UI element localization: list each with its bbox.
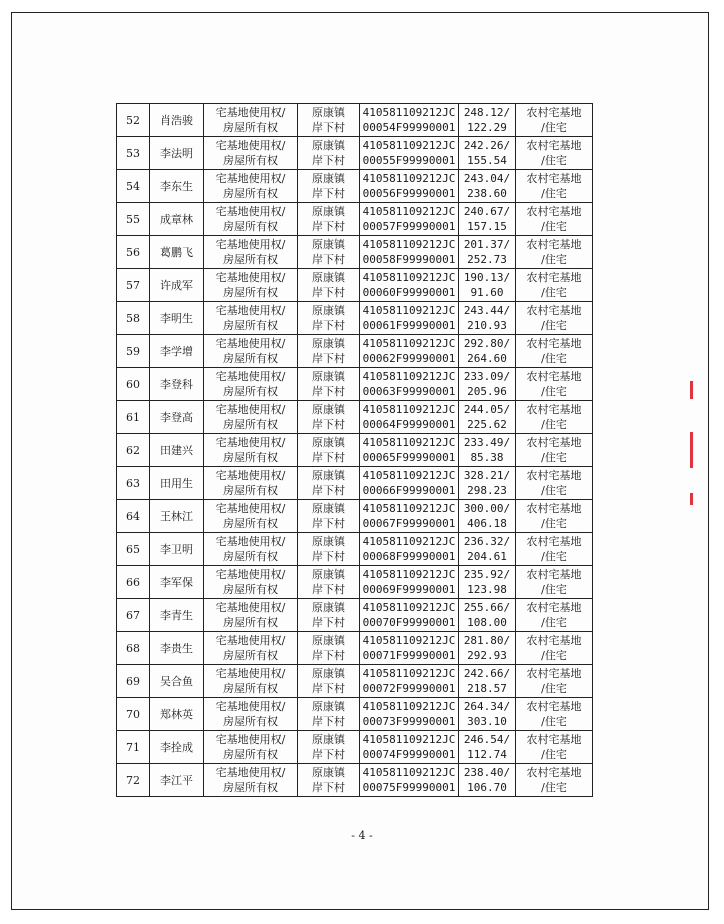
table-row [117, 599, 593, 632]
cell-area: 292.80/ 264.60 [459, 335, 516, 368]
cell-usage: 农村宅基地 /住宅 [516, 467, 593, 500]
cell-area: 233.49/ 85.38 [459, 434, 516, 467]
cell-number: 71 [117, 731, 150, 764]
cell-right-type: 宅基地使用权/ 房屋所有权 [204, 533, 298, 566]
table-body [117, 104, 593, 797]
cell-area: 255.66/ 108.00 [459, 599, 516, 632]
cell-unit-code: 410581109212JC 00064F99990001 [360, 401, 459, 434]
table-row [117, 566, 593, 599]
cell-right-type: 宅基地使用权/ 房屋所有权 [204, 302, 298, 335]
cell-right-type: 宅基地使用权/ 房屋所有权 [204, 500, 298, 533]
cell-right-type: 宅基地使用权/ 房屋所有权 [204, 335, 298, 368]
cell-unit-code: 410581109212JC 00054F99990001 [360, 104, 459, 137]
cell-right-type: 宅基地使用权/ 房屋所有权 [204, 632, 298, 665]
table-row [117, 170, 593, 203]
cell-area: 233.09/ 205.96 [459, 368, 516, 401]
cell-location: 原康镇 岸下村 [298, 335, 360, 368]
cell-location: 原康镇 岸下村 [298, 170, 360, 203]
cell-unit-code: 410581109212JC 00055F99990001 [360, 137, 459, 170]
table-row [117, 401, 593, 434]
table-row [117, 104, 593, 137]
table-row [117, 467, 593, 500]
cell-owner-name: 吴合鱼 [150, 665, 204, 698]
cell-unit-code: 410581109212JC 00065F99990001 [360, 434, 459, 467]
cell-number: 68 [117, 632, 150, 665]
cell-location: 原康镇 岸下村 [298, 764, 360, 797]
cell-number: 60 [117, 368, 150, 401]
cell-area: 264.34/ 303.10 [459, 698, 516, 731]
cell-area: 243.04/ 238.60 [459, 170, 516, 203]
cell-area: 236.32/ 204.61 [459, 533, 516, 566]
cell-location: 原康镇 岸下村 [298, 731, 360, 764]
table-row [117, 533, 593, 566]
cell-area: 201.37/ 252.73 [459, 236, 516, 269]
red-seal-edge-mark [690, 432, 693, 468]
cell-location: 原康镇 岸下村 [298, 104, 360, 137]
cell-number: 52 [117, 104, 150, 137]
cell-unit-code: 410581109212JC 00057F99990001 [360, 203, 459, 236]
cell-owner-name: 许成军 [150, 269, 204, 302]
cell-right-type: 宅基地使用权/ 房屋所有权 [204, 401, 298, 434]
cell-usage: 农村宅基地 /住宅 [516, 236, 593, 269]
cell-location: 原康镇 岸下村 [298, 632, 360, 665]
table-row [117, 137, 593, 170]
cell-number: 61 [117, 401, 150, 434]
cell-right-type: 宅基地使用权/ 房屋所有权 [204, 203, 298, 236]
cell-location: 原康镇 岸下村 [298, 599, 360, 632]
table-row [117, 302, 593, 335]
table-row [117, 731, 593, 764]
cell-usage: 农村宅基地 /住宅 [516, 203, 593, 236]
cell-usage: 农村宅基地 /住宅 [516, 170, 593, 203]
cell-usage: 农村宅基地 /住宅 [516, 599, 593, 632]
cell-location: 原康镇 岸下村 [298, 533, 360, 566]
cell-number: 53 [117, 137, 150, 170]
cell-number: 58 [117, 302, 150, 335]
table-row [117, 698, 593, 731]
cell-location: 原康镇 岸下村 [298, 467, 360, 500]
cell-unit-code: 410581109212JC 00066F99990001 [360, 467, 459, 500]
cell-unit-code: 410581109212JC 00060F99990001 [360, 269, 459, 302]
cell-area: 242.26/ 155.54 [459, 137, 516, 170]
cell-right-type: 宅基地使用权/ 房屋所有权 [204, 104, 298, 137]
cell-number: 66 [117, 566, 150, 599]
cell-unit-code: 410581109212JC 00063F99990001 [360, 368, 459, 401]
cell-usage: 农村宅基地 /住宅 [516, 137, 593, 170]
table-row [117, 500, 593, 533]
cell-location: 原康镇 岸下村 [298, 500, 360, 533]
cell-area: 300.00/ 406.18 [459, 500, 516, 533]
cell-owner-name: 葛鹏飞 [150, 236, 204, 269]
cell-owner-name: 李江平 [150, 764, 204, 797]
cell-unit-code: 410581109212JC 00068F99990001 [360, 533, 459, 566]
cell-location: 原康镇 岸下村 [298, 698, 360, 731]
cell-number: 69 [117, 665, 150, 698]
cell-unit-code: 410581109212JC 00061F99990001 [360, 302, 459, 335]
cell-owner-name: 李学增 [150, 335, 204, 368]
table-row [117, 368, 593, 401]
cell-area: 190.13/ 91.60 [459, 269, 516, 302]
cell-number: 65 [117, 533, 150, 566]
cell-owner-name: 李贵生 [150, 632, 204, 665]
cell-number: 63 [117, 467, 150, 500]
table-row [117, 203, 593, 236]
cell-location: 原康镇 岸下村 [298, 269, 360, 302]
cell-owner-name: 王林江 [150, 500, 204, 533]
cell-location: 原康镇 岸下村 [298, 665, 360, 698]
cell-location: 原康镇 岸下村 [298, 368, 360, 401]
cell-location: 原康镇 岸下村 [298, 236, 360, 269]
cell-right-type: 宅基地使用权/ 房屋所有权 [204, 434, 298, 467]
cell-usage: 农村宅基地 /住宅 [516, 368, 593, 401]
table-row [117, 632, 593, 665]
cell-right-type: 宅基地使用权/ 房屋所有权 [204, 137, 298, 170]
cell-location: 原康镇 岸下村 [298, 302, 360, 335]
cell-unit-code: 410581109212JC 00074F99990001 [360, 731, 459, 764]
registry-table [116, 103, 593, 797]
cell-owner-name: 李法明 [150, 137, 204, 170]
cell-area: 246.54/ 112.74 [459, 731, 516, 764]
cell-usage: 农村宅基地 /住宅 [516, 401, 593, 434]
cell-owner-name: 成章林 [150, 203, 204, 236]
cell-right-type: 宅基地使用权/ 房屋所有权 [204, 368, 298, 401]
table-row [117, 665, 593, 698]
cell-owner-name: 郑林英 [150, 698, 204, 731]
cell-area: 243.44/ 210.93 [459, 302, 516, 335]
cell-area: 248.12/ 122.29 [459, 104, 516, 137]
cell-number: 67 [117, 599, 150, 632]
cell-owner-name: 李登高 [150, 401, 204, 434]
cell-location: 原康镇 岸下村 [298, 203, 360, 236]
cell-area: 281.80/ 292.93 [459, 632, 516, 665]
table-row [117, 269, 593, 302]
cell-right-type: 宅基地使用权/ 房屋所有权 [204, 467, 298, 500]
cell-owner-name: 李明生 [150, 302, 204, 335]
cell-usage: 农村宅基地 /住宅 [516, 104, 593, 137]
cell-number: 59 [117, 335, 150, 368]
cell-number: 55 [117, 203, 150, 236]
cell-right-type: 宅基地使用权/ 房屋所有权 [204, 566, 298, 599]
cell-area: 235.92/ 123.98 [459, 566, 516, 599]
cell-unit-code: 410581109212JC 00073F99990001 [360, 698, 459, 731]
cell-right-type: 宅基地使用权/ 房屋所有权 [204, 236, 298, 269]
cell-unit-code: 410581109212JC 00072F99990001 [360, 665, 459, 698]
cell-right-type: 宅基地使用权/ 房屋所有权 [204, 599, 298, 632]
cell-right-type: 宅基地使用权/ 房屋所有权 [204, 170, 298, 203]
cell-owner-name: 李登科 [150, 368, 204, 401]
cell-usage: 农村宅基地 /住宅 [516, 698, 593, 731]
cell-number: 54 [117, 170, 150, 203]
cell-unit-code: 410581109212JC 00062F99990001 [360, 335, 459, 368]
table-row [117, 434, 593, 467]
cell-usage: 农村宅基地 /住宅 [516, 500, 593, 533]
cell-right-type: 宅基地使用权/ 房屋所有权 [204, 764, 298, 797]
cell-usage: 农村宅基地 /住宅 [516, 269, 593, 302]
cell-unit-code: 410581109212JC 00070F99990001 [360, 599, 459, 632]
cell-right-type: 宅基地使用权/ 房屋所有权 [204, 731, 298, 764]
cell-unit-code: 410581109212JC 00071F99990001 [360, 632, 459, 665]
cell-location: 原康镇 岸下村 [298, 566, 360, 599]
cell-unit-code: 410581109212JC 00069F99990001 [360, 566, 459, 599]
table-row [117, 236, 593, 269]
cell-owner-name: 田用生 [150, 467, 204, 500]
cell-owner-name: 李拴成 [150, 731, 204, 764]
cell-number: 57 [117, 269, 150, 302]
table-row [117, 335, 593, 368]
cell-unit-code: 410581109212JC 00056F99990001 [360, 170, 459, 203]
cell-number: 72 [117, 764, 150, 797]
cell-usage: 农村宅基地 /住宅 [516, 632, 593, 665]
cell-usage: 农村宅基地 /住宅 [516, 764, 593, 797]
red-seal-edge-mark [690, 381, 693, 399]
cell-number: 64 [117, 500, 150, 533]
page-number: - 4 - [351, 829, 373, 842]
cell-owner-name: 田建兴 [150, 434, 204, 467]
cell-right-type: 宅基地使用权/ 房屋所有权 [204, 269, 298, 302]
cell-usage: 农村宅基地 /住宅 [516, 434, 593, 467]
cell-unit-code: 410581109212JC 00075F99990001 [360, 764, 459, 797]
cell-area: 328.21/ 298.23 [459, 467, 516, 500]
cell-owner-name: 李东生 [150, 170, 204, 203]
cell-number: 70 [117, 698, 150, 731]
cell-area: 240.67/ 157.15 [459, 203, 516, 236]
cell-owner-name: 李军保 [150, 566, 204, 599]
cell-usage: 农村宅基地 /住宅 [516, 335, 593, 368]
cell-unit-code: 410581109212JC 00058F99990001 [360, 236, 459, 269]
cell-area: 238.40/ 106.70 [459, 764, 516, 797]
cell-area: 242.66/ 218.57 [459, 665, 516, 698]
cell-owner-name: 肖浩骏 [150, 104, 204, 137]
table-row [117, 764, 593, 797]
cell-owner-name: 李卫明 [150, 533, 204, 566]
cell-unit-code: 410581109212JC 00067F99990001 [360, 500, 459, 533]
cell-usage: 农村宅基地 /住宅 [516, 665, 593, 698]
cell-number: 56 [117, 236, 150, 269]
cell-usage: 农村宅基地 /住宅 [516, 533, 593, 566]
cell-owner-name: 李青生 [150, 599, 204, 632]
cell-location: 原康镇 岸下村 [298, 401, 360, 434]
cell-location: 原康镇 岸下村 [298, 137, 360, 170]
red-seal-edge-mark [690, 493, 693, 505]
cell-location: 原康镇 岸下村 [298, 434, 360, 467]
cell-usage: 农村宅基地 /住宅 [516, 566, 593, 599]
cell-usage: 农村宅基地 /住宅 [516, 731, 593, 764]
cell-usage: 农村宅基地 /住宅 [516, 302, 593, 335]
cell-right-type: 宅基地使用权/ 房屋所有权 [204, 665, 298, 698]
cell-area: 244.05/ 225.62 [459, 401, 516, 434]
cell-right-type: 宅基地使用权/ 房屋所有权 [204, 698, 298, 731]
cell-number: 62 [117, 434, 150, 467]
